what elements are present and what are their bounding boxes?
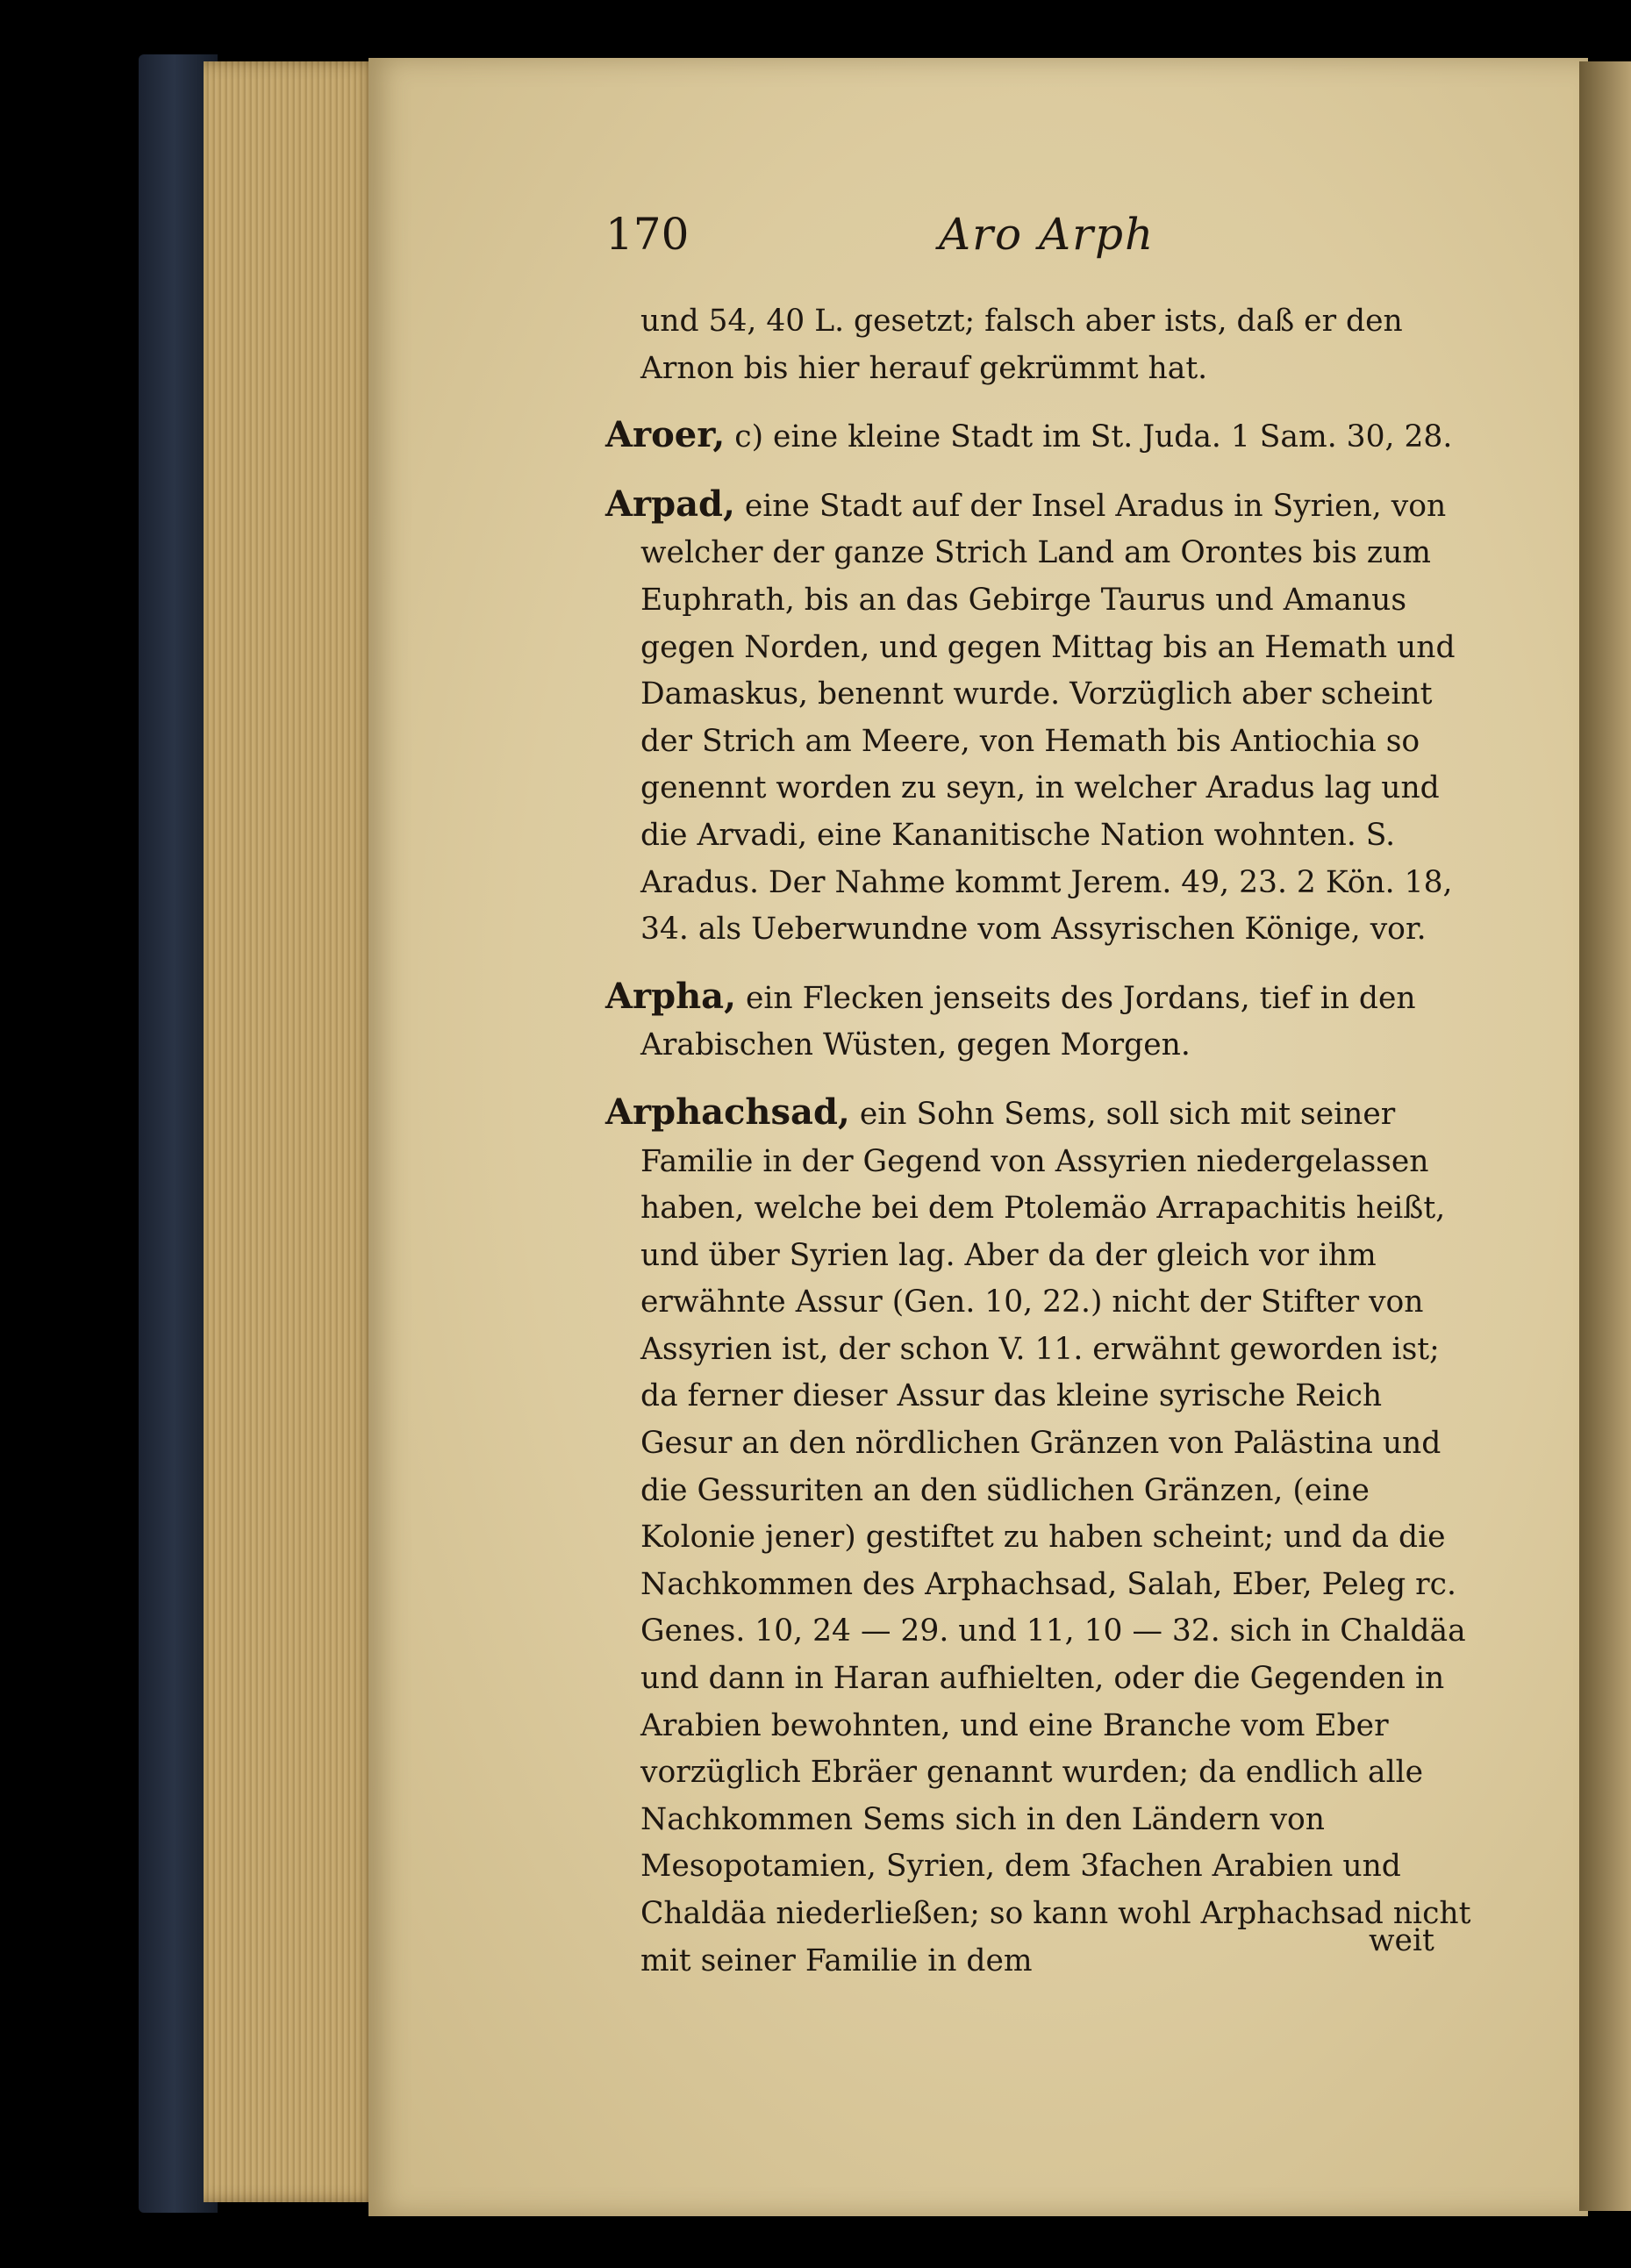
facing-page-edge [1579,61,1631,2211]
entry-text: c) eine kleine Stadt im St. Juda. 1 Sam. 30, 28. [734,419,1453,455]
entry-headword: Arpad, [605,483,735,525]
page-body [605,298,1483,2004]
entry-headword: Aroer, [605,414,726,456]
catchword: weit [1369,1923,1434,1958]
dictionary-entry [605,973,1483,1070]
dictionary-entry [605,481,1483,954]
entry-text: eine Stadt auf der Insel Aradus in Syrien, von welcher der ganze Strich Land am Orontes bis zum Euphrath, bis an das Gebirge Taurus und Amanus gegen Norden, und gegen Mittag bis an Hemath und Damaskus, benennt wurde. Vorzüglich aber scheint der Strich am Meere, von Hemath bis Antiochia so genennt worden zu seyn, in welcher Aradus lag und die Arvadi, eine Kananitische Nation wohnten. S. Aradus. Der Nahme kommt Jerem. 49, 23. 2 Kön. 18, 34. als Ueberwundne vom Assyrischen Könige, vor. [640,488,1456,948]
dictionary-entry [605,411,1483,461]
page-number: 170 [605,209,690,260]
page-header [605,209,1492,270]
entry-headword: Arpha, [605,975,737,1017]
page-block-edges [204,61,379,2202]
entry-text: und 54, 40 L. gesetzt; falsch aber ists, daß er den Arnon bis hier herauf gekrümmt hat. [640,304,1403,386]
entry-headword: Arphachsad, [605,1091,850,1133]
entry-text: ein Sohn Sems, soll sich mit seiner Familie in der Gegend von Assyrien niedergelassen haben, welche bei dem Ptolemäo Arrapachitis heißt, und über Syrien lag. Aber da der gleich vor ihm erwähnte Assur (Gen. 10, 22.) nicht der Stifter von Assyrien ist, der schon V. 11. erwähnt geworden ist; da ferner dieser Assur das kleine syrische Reich Gesur an den nördlichen Gränzen von Palästina und die Gessuriten an den südlichen Gränzen, (eine Kolonie jener) gestiftet zu haben scheint; und da die Nachkommen des Arphachsad, Salah, Eber, Peleg rc. Genes. 10, 24 — 29. und 11, 10 — 32. sich in Chaldäa und dann in Haran aufhielten, oder die Gegenden in Arabien bewohnten, und eine Branche vom Eber vorzüglich Ebräer genannt wurden; da endlich alle Nachkommen Sems sich in den Ländern von Mesopotamien, Syrien, dem 3fachen Arabien und Chaldäa niederließen; so kann wohl Arphachsad nicht mit seiner Familie in dem [640,1096,1471,1978]
entry-text: ein Flecken jenseits des Jordans, tief in den Arabischen Wüsten, gegen Morgen. [640,980,1416,1063]
dictionary-entry [605,1089,1483,1985]
entry-continuation [605,298,1483,392]
running-head: Aro Arph [939,209,1155,260]
